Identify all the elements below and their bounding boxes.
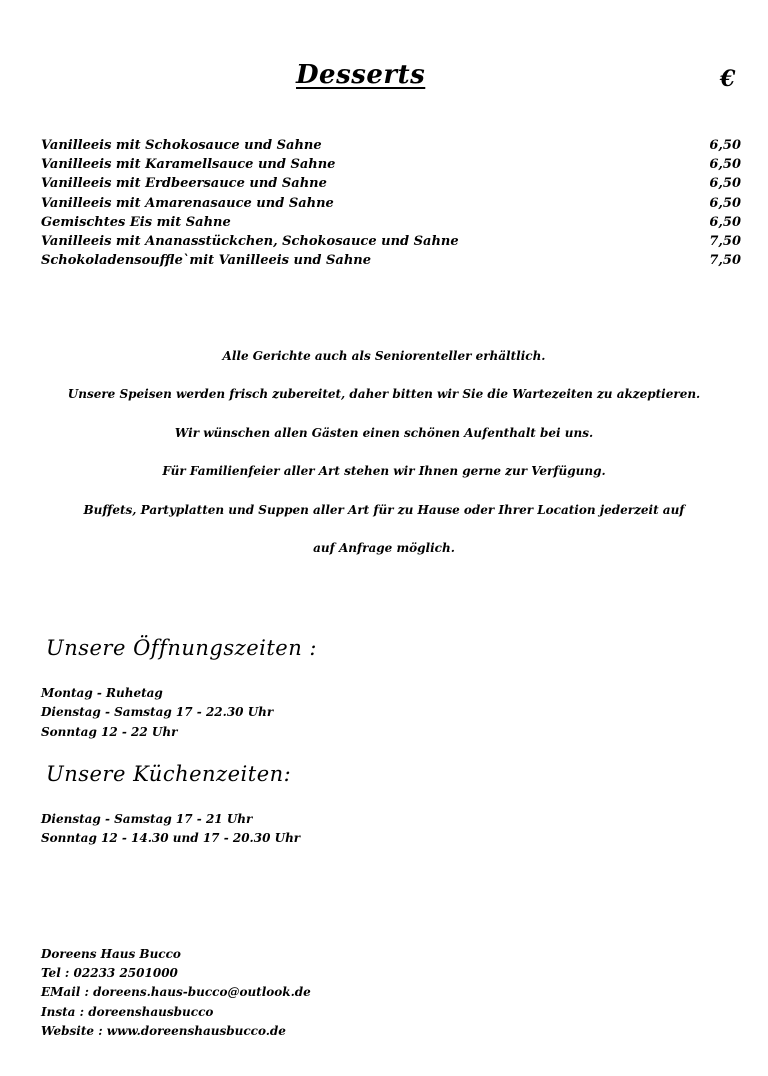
- list-item: [41, 194, 741, 213]
- hours-line: Montag - Ruhetag: [41, 686, 163, 700]
- contact-block: [41, 945, 311, 1041]
- phone: Tel : 02233 2501000: [41, 966, 178, 981]
- hours-line: Sonntag 12 - 22 Uhr: [41, 724, 178, 739]
- instagram: Insta : doreenshausbucco: [41, 1004, 214, 1019]
- list-item: [41, 136, 741, 155]
- list-item: [41, 155, 741, 174]
- note-line: Unsere Speisen werden frisch zubereitet, daher bitten wir Sie die Wartezeiten zu akzeptieren.: [67, 387, 701, 402]
- item-name: Vanilleeis mit Karamellsauce und Sahne: [41, 157, 336, 173]
- item-price: 7,50: [709, 233, 741, 249]
- kitchen-hours-list: [41, 810, 300, 849]
- list-item: [41, 232, 741, 251]
- item-name: Gemischtes Eis mit Sahne: [41, 214, 231, 230]
- item-name: Vanilleeis mit Schokosauce und Sahne: [41, 138, 322, 153]
- hours-line: Dienstag - Samstag 17 - 22.30 Uhr: [41, 705, 274, 720]
- item-price: 6,50: [709, 157, 741, 173]
- item-price: 6,50: [709, 138, 741, 153]
- opening-hours-heading: Unsere Öffnungszeiten :: [46, 636, 317, 660]
- website: Website : www.doreenshausbucco.de: [41, 1023, 286, 1038]
- item-name: Vanilleeis mit Erdbeersauce und Sahne: [41, 176, 327, 192]
- note-line: Alle Gerichte auch als Seniorenteller erhältlich.: [222, 349, 546, 363]
- opening-hours-list: [41, 684, 273, 742]
- note-line: Buffets, Partyplatten und Suppen aller Art für zu Hause oder Ihrer Location jederzeit auf: [83, 502, 685, 517]
- item-name: Schokoladensouffle`mit Vanilleeis und Sahne: [41, 253, 372, 269]
- note-line: auf Anfrage möglich.: [313, 540, 455, 555]
- item-price: 6,50: [709, 214, 741, 230]
- notes-section: [0, 346, 768, 576]
- currency-symbol: €: [720, 66, 736, 92]
- page-title: Desserts: [296, 60, 426, 90]
- item-name: Vanilleeis mit Amarenasauce und Sahne: [41, 195, 334, 211]
- item-price: 7,50: [709, 253, 741, 269]
- item-price: 6,50: [709, 195, 741, 211]
- item-price: 6,50: [709, 176, 741, 192]
- dessert-list: [41, 136, 741, 270]
- business-name: Doreens Haus Bucco: [41, 947, 181, 961]
- list-item: [41, 174, 741, 193]
- hours-line: Sonntag 12 - 14.30 und 17 - 20.30 Uhr: [41, 831, 301, 846]
- hours-line: Dienstag - Samstag 17 - 21 Uhr: [41, 812, 253, 826]
- kitchen-hours-heading: Unsere Küchenzeiten:: [46, 762, 292, 786]
- list-item: [41, 213, 741, 232]
- email: EMail : doreens.haus-bucco@outlook.de: [41, 985, 311, 1000]
- note-line: Für Familienfeier aller Art stehen wir Ihnen gerne zur Verfügung.: [162, 464, 606, 479]
- note-line: Wir wünschen allen Gästen einen schönen Aufenthalt bei uns.: [174, 425, 594, 440]
- list-item: [41, 251, 741, 270]
- item-name: Vanilleeis mit Ananasstückchen, Schokosauce und Sahne: [41, 233, 459, 249]
